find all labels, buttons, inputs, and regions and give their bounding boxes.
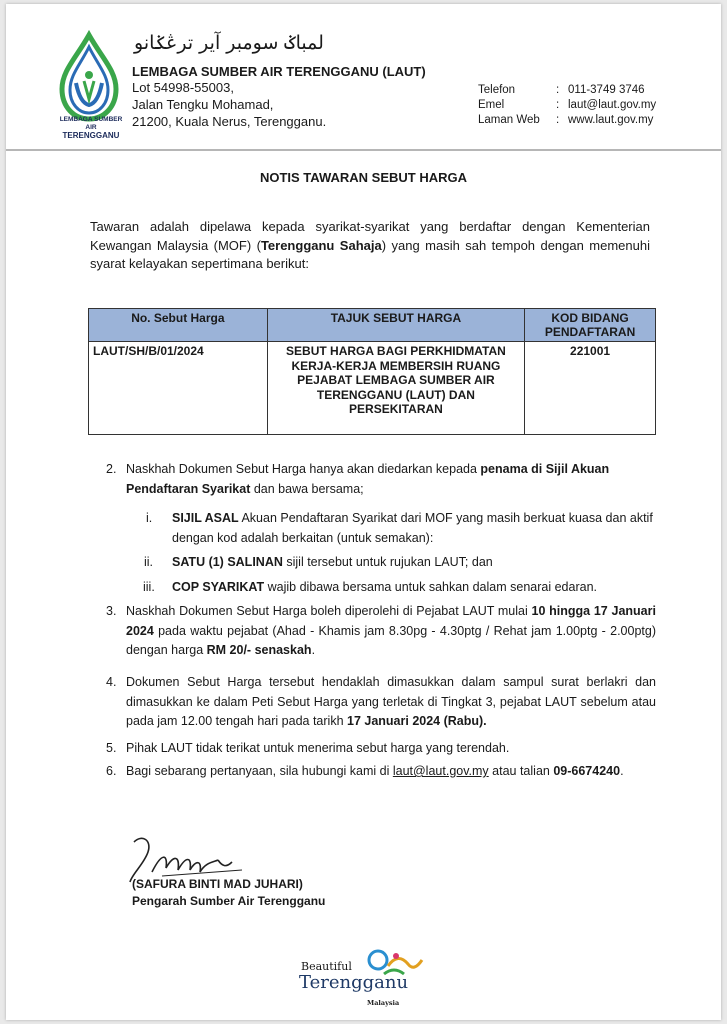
cell-quotation-no: LAUT/SH/B/01/2024: [89, 342, 268, 435]
item-6-text: Bagi sebarang pertanyaan, sila hubungi kami di laut@laut.gov.my atau talian 09-6674240.: [126, 764, 624, 778]
quotation-table: [88, 308, 656, 435]
org-name: LEMBAGA SUMBER AIR TERENGGANU (LAUT): [132, 64, 426, 79]
contact-email: laut@laut.gov.my: [568, 99, 657, 111]
footer-logo-terengganu: Terengganu: [299, 972, 409, 993]
contact-sep: :: [556, 114, 560, 126]
signatory-name: (SAFURA BINTI MAD JUHARI): [132, 877, 303, 891]
sub-item-text: SIJIL ASAL Akuan Pendaftaran Syarikat dari MOF yang masih berkuat kuasa dan aktif dengan kod adalah berkaitan (untuk semakan):: [172, 511, 653, 545]
beautiful-terengganu-logo-icon: [364, 946, 424, 980]
contact-label-web: Laman Web: [478, 114, 540, 126]
sub-item-text: SATU (1) SALINAN sijil tersebut untuk rujukan LAUT; dan: [172, 555, 493, 569]
item-3-text: Naskhah Dokumen Sebut Harga boleh diperolehi di Pejabat LAUT mulai 10 hingga 17 Januari 2024 pada waktu pejabat (Ahad - Khamis jam 8.30pg - 4.30ptg / Rehat jam 1.00ptg - 2.00ptg) dengan harga RM 20/- senaskah.: [126, 604, 656, 657]
contact-sep: :: [556, 99, 560, 111]
sub-item-number: iii.: [143, 580, 155, 594]
contact-label-phone: Telefon: [478, 84, 516, 96]
document-page: [6, 4, 721, 1020]
signatory-position: Pengarah Sumber Air Terengganu: [132, 894, 326, 908]
table-row: [89, 342, 656, 435]
table-header-no: No. Sebut Harga: [89, 309, 268, 342]
contact-sep: :: [556, 84, 560, 96]
email-link[interactable]: laut@laut.gov.my: [392, 764, 489, 778]
address-line-1: Lot 54998-55003,: [132, 80, 234, 95]
laut-logo-icon: [54, 26, 124, 130]
table-header-title: TAJUK SEBUT HARGA: [267, 309, 524, 342]
contact-phone: 011-3749 3746: [568, 84, 645, 96]
logo-caption: LEMBAGA SUMBER AIR TERENGGANU: [59, 116, 123, 140]
item-4-text: Dokumen Sebut Harga tersebut hendaklah dimasukkan dalam sampul surat berlakri dan dimasukkan ke dalam Peti Sebut Harga yang terletak di Tingkat 3, pejabat LAUT sebelum atau pada jam 12.00 tengah hari pada tarikh 17 Januari 2024 (Rabu).: [126, 675, 656, 728]
cell-registration-code: 221001: [525, 342, 656, 435]
intro-paragraph: Tawaran adalah dipelawa kepada syarikat-syarikat yang berdaftar dengan Kementerian Kewangan Malaysia (MOF) (Terengganu Sahaja) yang masih sah tempoh dengan memenuhi syarat kelayakan sepertimana berikut:: [90, 219, 650, 271]
sub-item-number: i.: [146, 511, 153, 525]
sub-item-text: COP SYARIKAT wajib dibawa bersama untuk sahkan dalam senarai edaran.: [172, 580, 597, 594]
sub-item-number: ii.: [144, 555, 154, 569]
contact-label-email: Emel: [478, 99, 505, 111]
address-line-2: Jalan Tengku Mohamad,: [132, 97, 274, 112]
jawi-org-name: لمباݢ سومبر آير ترڠݢانو: [134, 32, 324, 54]
contact-website: www.laut.gov.my: [568, 114, 654, 126]
item-number: 5.: [106, 741, 117, 755]
item-5-text: Pihak LAUT tidak terikat untuk menerima sebut harga yang terendah.: [126, 741, 510, 755]
address-line-3: 21200, Kuala Nerus, Terengganu.: [132, 114, 327, 129]
item-number: 2.: [106, 462, 117, 476]
item-number: 4.: [106, 675, 117, 689]
item-number: 3.: [106, 604, 117, 618]
table-header-code: KOD BIDANG PENDAFTARAN: [525, 309, 656, 342]
cell-quotation-title: SEBUT HARGA BAGI PERKHIDMATAN KERJA-KERJA MEMBERSIH RUANG PEJABAT LEMBAGA SUMBER AIR TERENGGANU (LAUT) DAN PERSEKITARAN: [267, 342, 524, 435]
footer-logo-beautiful: Beautiful: [301, 960, 352, 973]
header-divider: [6, 149, 721, 151]
item-2-text: Naskhah Dokumen Sebut Harga hanya akan diedarkan kepada penama di Sijil Akuan Pendaftaran Syarikat dan bawa bersama;: [126, 462, 610, 496]
signatory: [132, 876, 325, 910]
footer-logo-malaysia: Malaysia: [367, 999, 400, 1007]
notice-title: NOTIS TAWARAN SEBUT HARGA: [259, 170, 468, 185]
item-number: 6.: [106, 764, 117, 778]
